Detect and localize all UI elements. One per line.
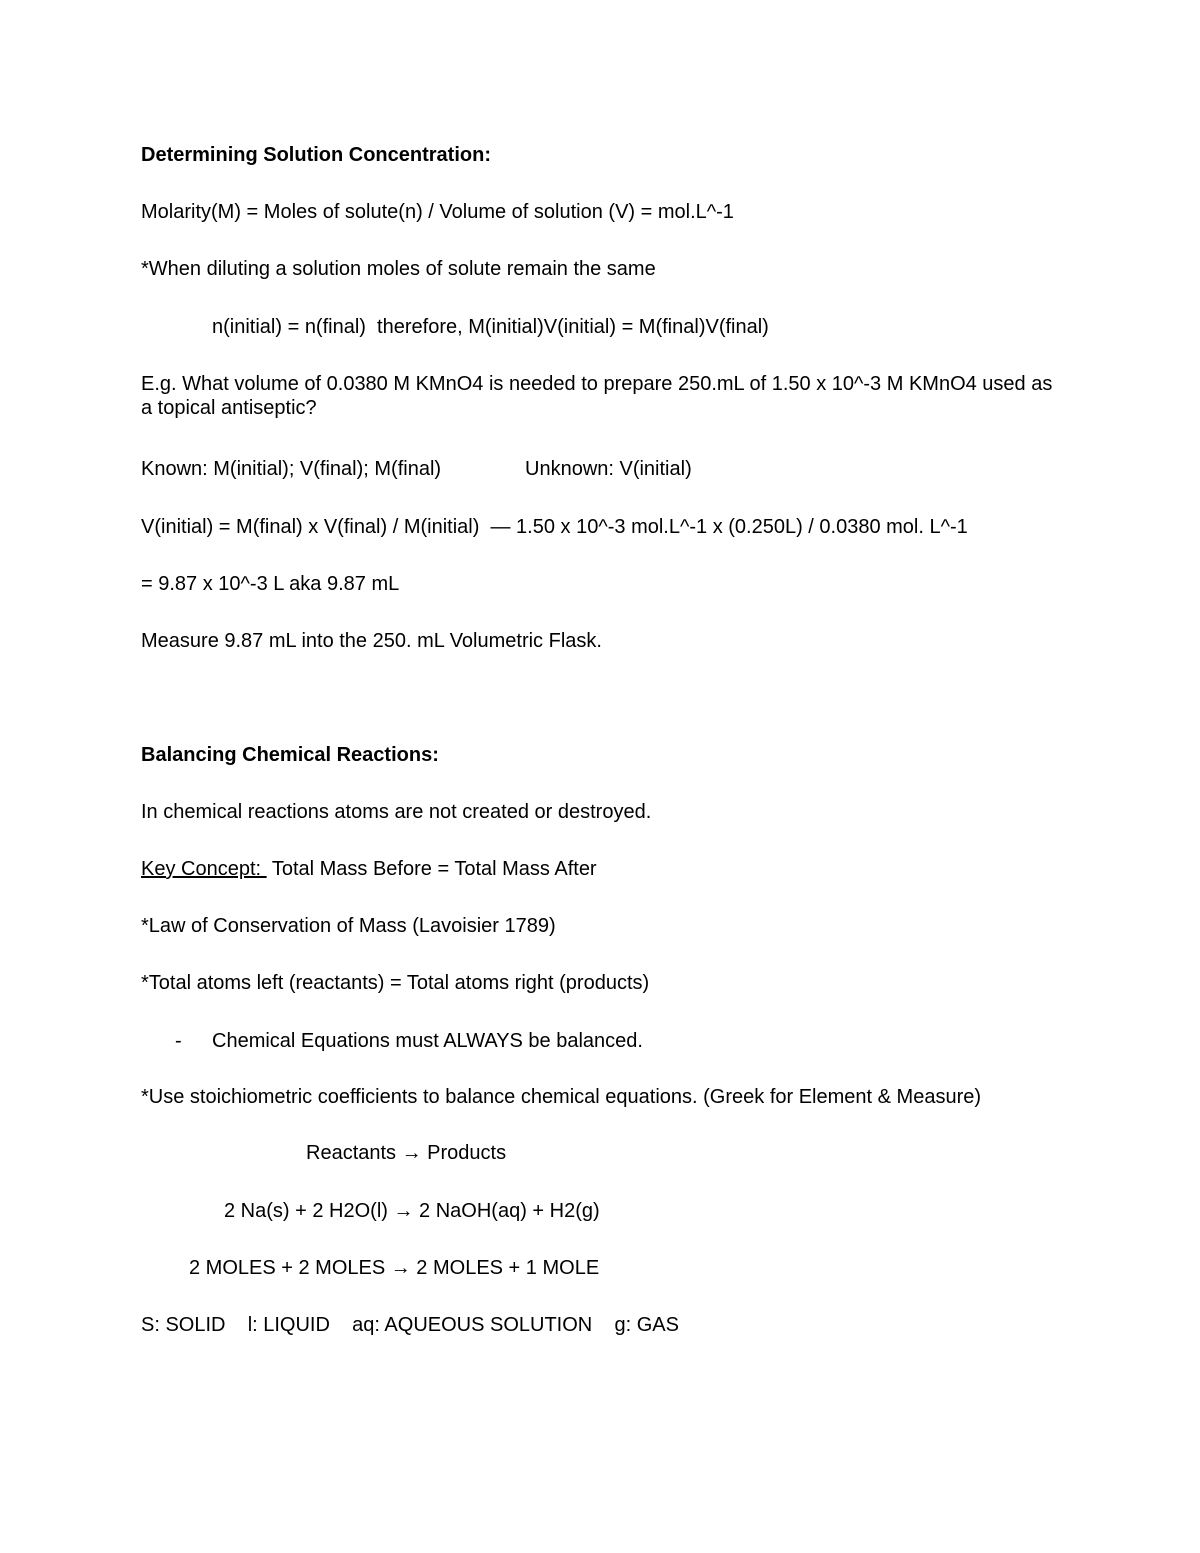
bullet-item xyxy=(175,1029,643,1053)
chemical-equation: 2 Na(s) + 2 H2O(l) → 2 NaOH(aq) + H2(g) xyxy=(224,1200,600,1222)
heading-balancing-reactions: Balancing Chemical Reactions: xyxy=(141,744,439,766)
total-atoms-note: *Total atoms left (reactants) = Total atoms right (products) xyxy=(141,972,650,994)
measure-instruction: Measure 9.87 mL into the 250. mL Volumetric Flask. xyxy=(141,630,602,652)
key-concept-line xyxy=(141,857,597,881)
bullet-text: Chemical Equations must ALWAYS be balanced. xyxy=(212,1030,643,1052)
mole-ratio: 2 MOLES + 2 MOLES → 2 MOLES + 1 MOLE xyxy=(189,1257,600,1279)
calculation-result: = 9.87 x 10^-3 L aka 9.87 mL xyxy=(141,573,400,595)
stoichiometric-note: *Use stoichiometric coefficients to balance chemical equations. (Greek for Element & Measure) xyxy=(141,1086,982,1108)
dilution-note: *When diluting a solution moles of solute remain the same xyxy=(141,258,656,280)
dilution-equation: n(initial) = n(final) therefore, M(initial)V(initial) = M(final)V(final) xyxy=(212,316,769,338)
heading-solution-concentration: Determining Solution Concentration: xyxy=(141,144,491,166)
bullet-dash: - xyxy=(175,1030,182,1052)
molarity-formula: Molarity(M) = Moles of solute(n) / Volume of solution (V) = mol.L^-1 xyxy=(141,201,734,223)
key-concept-text: Total Mass Before = Total Mass After xyxy=(266,858,597,880)
example-question: E.g. What volume of 0.0380 M KMnO4 is needed to prepare 250.mL of 1.50 x 10^-3 M KMnO4 used as a topical antiseptic? xyxy=(141,373,1053,419)
reactions-intro: In chemical reactions atoms are not created or destroyed. xyxy=(141,801,652,823)
volume-calculation: V(initial) = M(final) x V(final) / M(initial) — 1.50 x 10^-3 mol.L^-1 x (0.250L) / 0.0380 mol. L^-1 xyxy=(141,516,968,538)
reactants-products: Reactants → Products xyxy=(306,1142,507,1164)
key-concept-label: Key Concept: xyxy=(141,858,267,880)
unknown-value: Unknown: V(initial) xyxy=(525,458,692,480)
known-values: Known: M(initial); V(final); M(final) xyxy=(141,458,442,480)
states-legend: S: SOLID l: LIQUID aq: AQUEOUS SOLUTION g: GAS xyxy=(141,1314,679,1336)
law-conservation-mass: *Law of Conservation of Mass (Lavoisier 1789) xyxy=(141,915,556,937)
